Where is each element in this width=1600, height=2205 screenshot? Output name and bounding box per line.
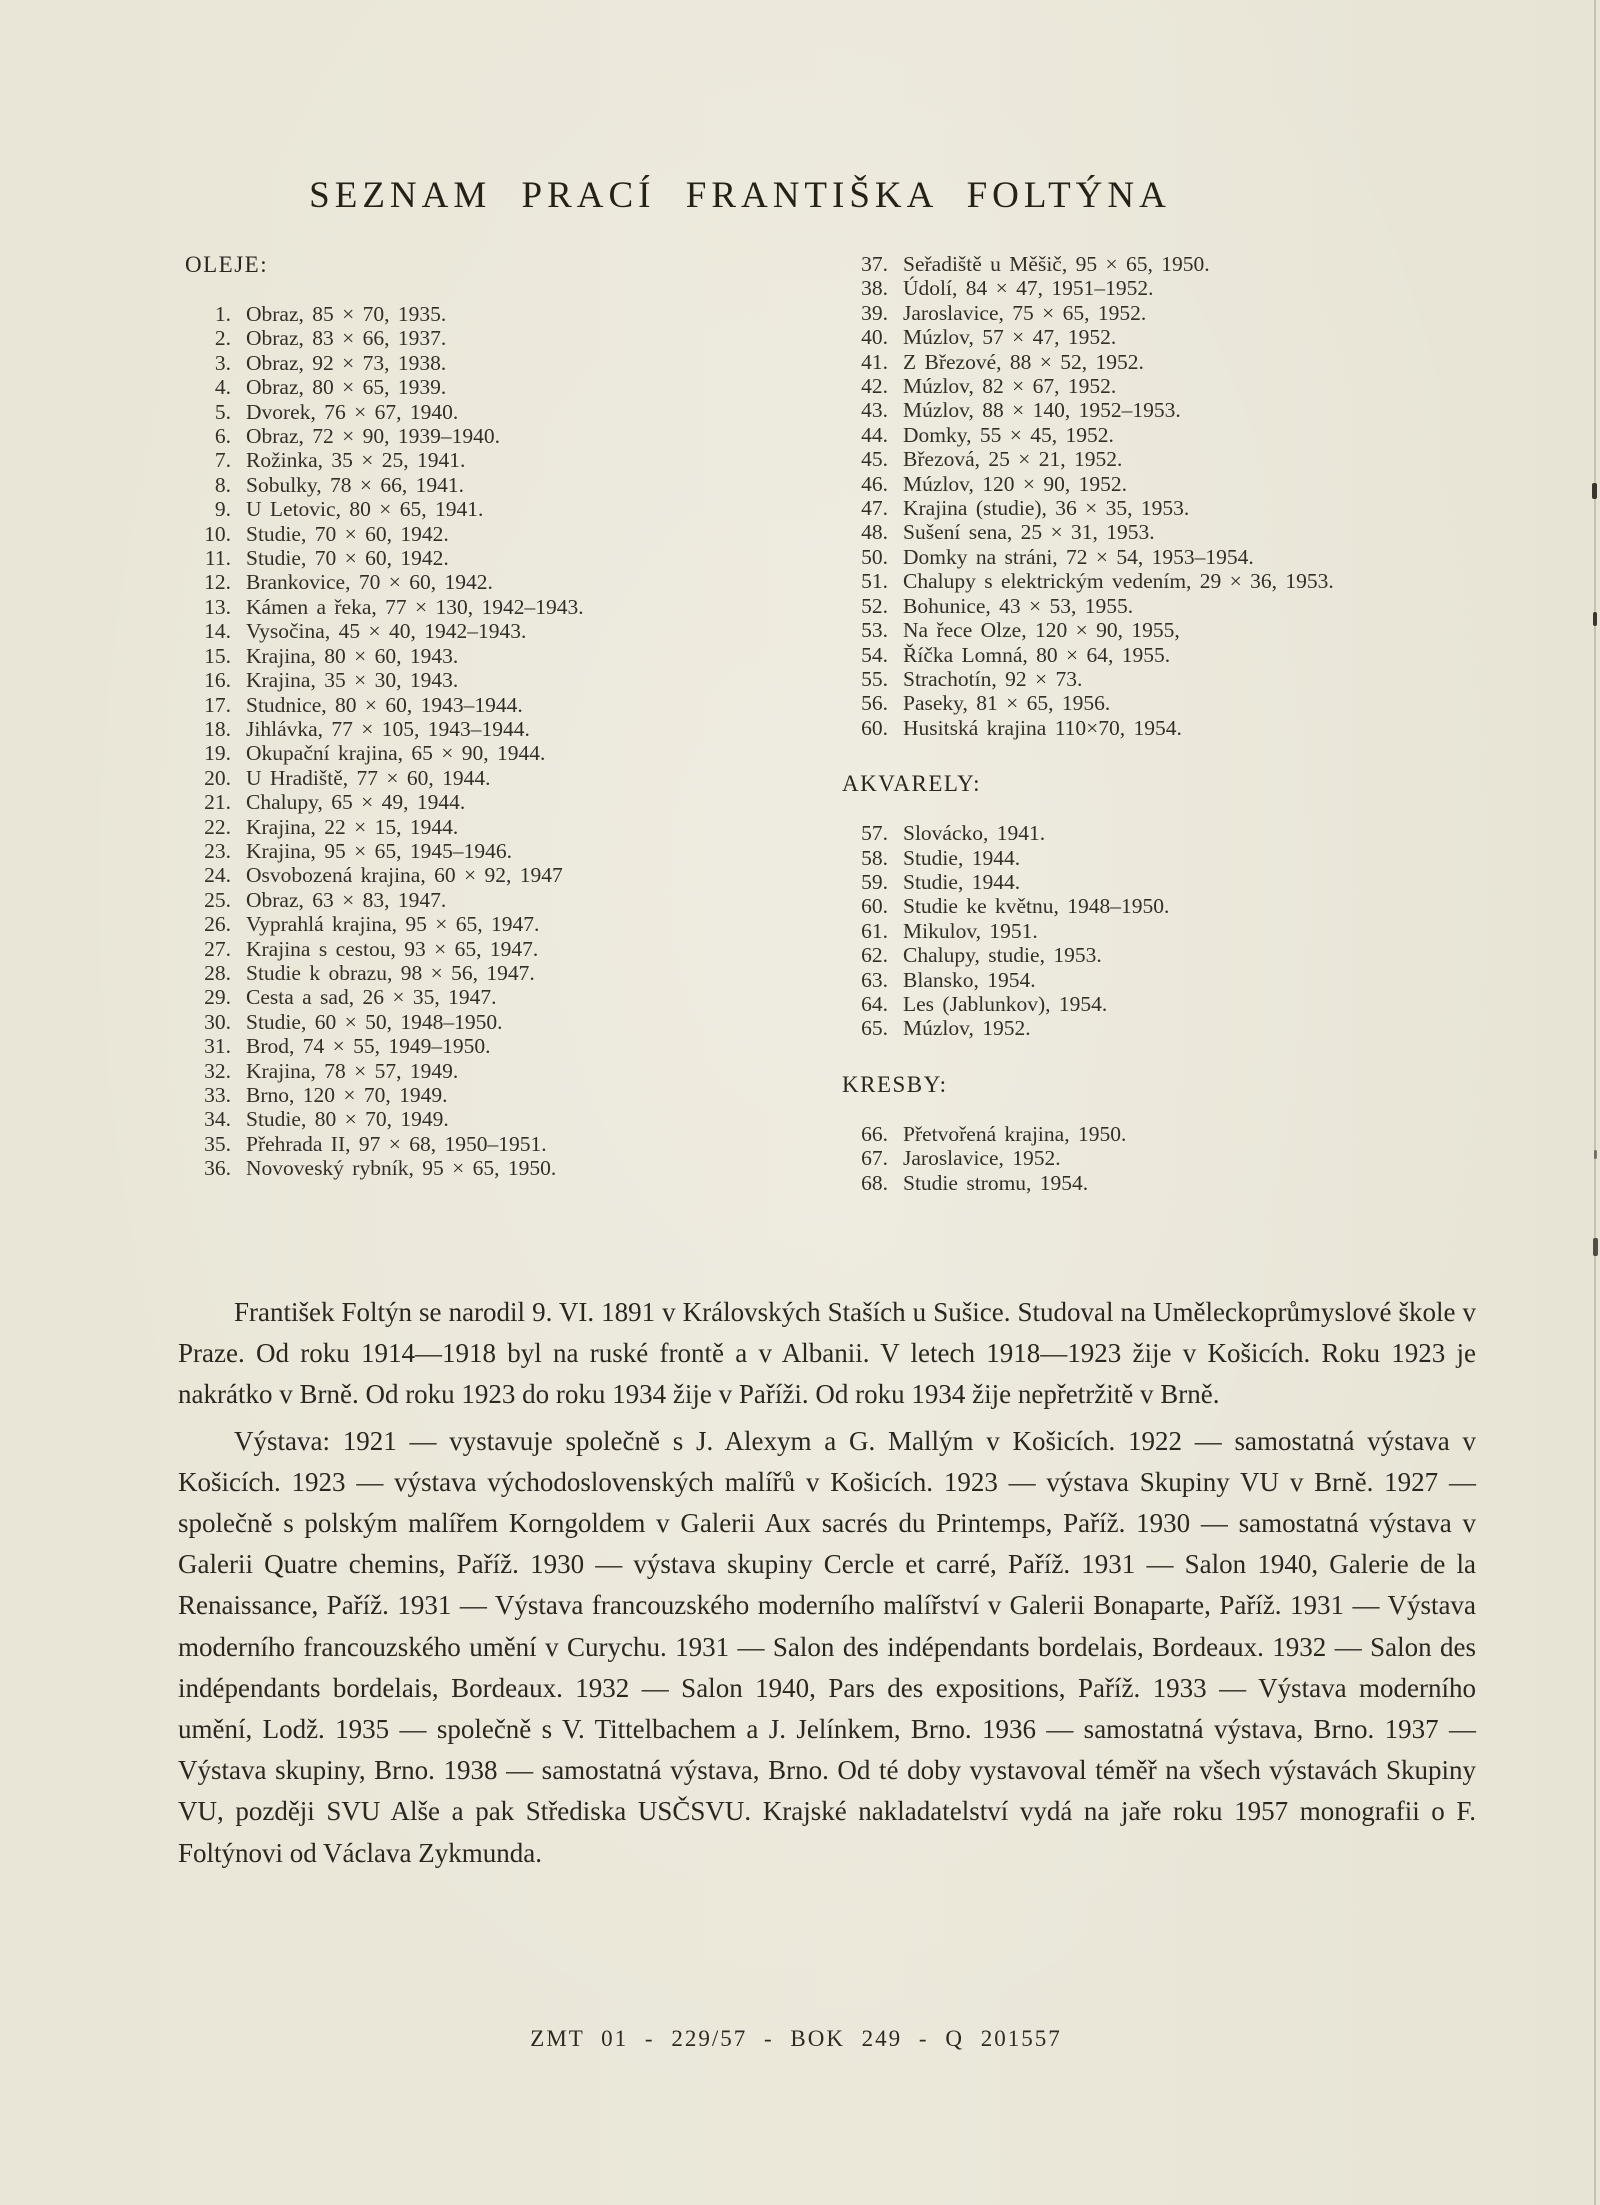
work-item-text: Brod, 74 × 55, 1949–1950. bbox=[246, 1034, 491, 1059]
work-item bbox=[185, 1010, 815, 1034]
work-item-number: 32. bbox=[204, 1058, 231, 1083]
work-item-number: 53. bbox=[861, 618, 888, 643]
work-item-text: Brankovice, 70 × 60, 1942. bbox=[246, 570, 493, 595]
work-item-text: Přetvořená krajina, 1950. bbox=[903, 1121, 1127, 1146]
work-item-number: 41. bbox=[861, 349, 888, 374]
work-item-text: Obraz, 85 × 70, 1935. bbox=[246, 302, 447, 326]
work-item bbox=[842, 252, 1482, 276]
work-item bbox=[185, 570, 815, 594]
work-item-number: 50. bbox=[861, 544, 888, 569]
work-item-number: 19. bbox=[204, 741, 231, 766]
work-item-number: 26. bbox=[204, 912, 231, 937]
work-item-text: Husitská krajina 110×70, 1954. bbox=[903, 715, 1182, 740]
work-item-text: Říčka Lomná, 80 × 64, 1955. bbox=[903, 642, 1171, 667]
work-item-text: Krajina (studie), 36 × 35, 1953. bbox=[903, 496, 1190, 521]
work-item-number: 39. bbox=[861, 300, 888, 325]
work-item-number: 24. bbox=[204, 863, 231, 888]
work-item-text: Paseky, 81 × 65, 1956. bbox=[903, 691, 1111, 716]
work-item-number: 43. bbox=[861, 398, 888, 423]
work-item-number: 8. bbox=[214, 472, 231, 497]
work-item-text: Chalupy s elektrickým vedením, 29 × 36, 1953. bbox=[903, 569, 1334, 594]
work-item-text: U Hradiště, 77 × 60, 1944. bbox=[246, 765, 491, 790]
work-item bbox=[185, 522, 815, 546]
work-item-number: 31. bbox=[204, 1034, 231, 1059]
work-item-number: 46. bbox=[861, 471, 888, 496]
work-item bbox=[842, 1171, 1482, 1195]
work-item bbox=[842, 520, 1482, 544]
page-title: SEZNAM PRACÍ FRANTIŠKA FOLTÝNA bbox=[309, 175, 1171, 216]
work-item bbox=[185, 473, 815, 497]
work-item-number: 4. bbox=[214, 375, 231, 400]
work-item bbox=[842, 691, 1482, 715]
work-item-text: Strachotín, 92 × 73. bbox=[903, 666, 1083, 691]
work-item-number: 13. bbox=[204, 594, 231, 619]
work-item-number: 63. bbox=[861, 967, 888, 992]
work-item-number: 59. bbox=[861, 869, 888, 894]
work-item-number: 3. bbox=[214, 350, 231, 375]
work-item-text: Brno, 120 × 70, 1949. bbox=[246, 1083, 448, 1107]
work-item bbox=[185, 937, 815, 961]
work-item-text: Krajina, 95 × 65, 1945–1946. bbox=[246, 838, 512, 863]
work-item bbox=[842, 301, 1482, 325]
work-item-text: Domky, 55 × 45, 1952. bbox=[903, 422, 1114, 447]
scan-speck bbox=[1594, 1150, 1597, 1159]
oleje-list-part2 bbox=[842, 252, 1482, 740]
work-item-text: Mikulov, 1951. bbox=[903, 918, 1038, 943]
work-item-text: Rožinka, 35 × 25, 1941. bbox=[246, 448, 466, 473]
work-item bbox=[185, 595, 815, 619]
work-item-number: 60. bbox=[861, 894, 888, 919]
section-label-akvarely: AKVARELY: bbox=[842, 771, 982, 797]
work-item bbox=[185, 863, 815, 887]
work-item bbox=[842, 325, 1482, 349]
work-item bbox=[842, 398, 1482, 422]
work-item bbox=[842, 716, 1482, 740]
work-item-number: 9. bbox=[214, 497, 231, 522]
work-item bbox=[842, 1146, 1482, 1170]
work-item-number: 30. bbox=[204, 1009, 231, 1034]
work-item bbox=[185, 839, 815, 863]
work-item-text: Studie ke květnu, 1948–1950. bbox=[903, 894, 1170, 919]
work-item bbox=[185, 985, 815, 1009]
work-item-text: Múzlov, 1952. bbox=[903, 1016, 1031, 1041]
work-item-number: 22. bbox=[204, 814, 231, 839]
print-code: ZMT 01 - 229/57 - BOK 249 - Q 201557 bbox=[530, 2026, 1062, 2051]
work-item bbox=[842, 667, 1482, 691]
work-item-number: 35. bbox=[204, 1131, 231, 1156]
work-item bbox=[185, 619, 815, 643]
work-item-number: 58. bbox=[861, 845, 888, 870]
work-item bbox=[842, 276, 1482, 300]
work-item-text: Jaroslavice, 1952. bbox=[903, 1146, 1061, 1171]
work-item-text: Slovácko, 1941. bbox=[903, 821, 1046, 846]
scan-edge-artifact bbox=[1594, 0, 1596, 2205]
work-item-text: Studie stromu, 1954. bbox=[903, 1170, 1089, 1195]
work-item bbox=[185, 644, 815, 668]
work-item-number: 61. bbox=[861, 918, 888, 943]
work-item-text: Obraz, 83 × 66, 1937. bbox=[246, 326, 447, 351]
work-item bbox=[185, 326, 815, 350]
work-item-text: Vyprahlá krajina, 95 × 65, 1947. bbox=[246, 912, 540, 937]
work-item-number: 14. bbox=[204, 619, 231, 644]
work-item-number: 64. bbox=[861, 991, 888, 1016]
kresby-list bbox=[842, 1122, 1482, 1195]
work-item-text: U Letovic, 80 × 65, 1941. bbox=[246, 497, 484, 522]
work-item-number: 36. bbox=[204, 1156, 231, 1181]
work-item-number: 51. bbox=[861, 569, 888, 594]
work-item bbox=[842, 472, 1482, 496]
work-item-text: Studie, 1944. bbox=[903, 869, 1021, 894]
work-item bbox=[185, 1059, 815, 1083]
work-item bbox=[185, 497, 815, 521]
work-item-text: Múzlov, 82 × 67, 1952. bbox=[903, 374, 1117, 399]
work-item bbox=[842, 545, 1482, 569]
work-item-number: 68. bbox=[861, 1170, 888, 1195]
work-item-text: Cesta a sad, 26 × 35, 1947. bbox=[246, 985, 497, 1010]
scan-speck bbox=[1593, 612, 1597, 626]
work-item-text: Blansko, 1954. bbox=[903, 967, 1036, 992]
work-item-number: 38. bbox=[861, 276, 888, 301]
work-item-number: 45. bbox=[861, 447, 888, 472]
work-item-number: 29. bbox=[204, 985, 231, 1010]
work-item bbox=[842, 846, 1482, 870]
work-item-number: 37. bbox=[861, 252, 888, 276]
work-item-text: Osvobozená krajina, 60 × 92, 1947 bbox=[246, 863, 563, 888]
work-item-number: 62. bbox=[861, 943, 888, 968]
work-item bbox=[842, 870, 1482, 894]
work-item-number: 33. bbox=[204, 1083, 231, 1107]
catalog-column-left bbox=[185, 252, 815, 1181]
work-item-number: 1. bbox=[214, 302, 231, 326]
work-item bbox=[842, 992, 1482, 1016]
work-item-text: Okupační krajina, 65 × 90, 1944. bbox=[246, 741, 546, 766]
work-item-text: Studie, 80 × 70, 1949. bbox=[246, 1107, 449, 1132]
work-item-text: Studie, 60 × 50, 1948–1950. bbox=[246, 1009, 503, 1034]
work-item-text: Údolí, 84 × 47, 1951–1952. bbox=[903, 276, 1154, 301]
work-item-text: Chalupy, studie, 1953. bbox=[903, 943, 1102, 968]
work-item bbox=[185, 302, 815, 326]
work-item bbox=[185, 1107, 815, 1131]
work-item-text: Obraz, 80 × 65, 1939. bbox=[246, 375, 447, 400]
work-item-text: Březová, 25 × 21, 1952. bbox=[903, 447, 1123, 472]
work-item-number: 55. bbox=[861, 666, 888, 691]
work-item bbox=[842, 423, 1482, 447]
work-item bbox=[185, 912, 815, 936]
work-item-text: Domky na stráni, 72 × 54, 1953–1954. bbox=[903, 544, 1254, 569]
work-item-text: Krajina, 35 × 30, 1943. bbox=[246, 668, 459, 693]
work-item-number: 48. bbox=[861, 520, 888, 545]
work-item-text: Sobulky, 78 × 66, 1941. bbox=[246, 472, 465, 497]
work-item bbox=[185, 888, 815, 912]
work-item-number: 27. bbox=[204, 936, 231, 961]
work-item-text: Obraz, 72 × 90, 1939–1940. bbox=[246, 424, 501, 449]
work-item-text: Chalupy, 65 × 49, 1944. bbox=[246, 790, 466, 815]
work-item bbox=[842, 919, 1482, 943]
work-item-number: 16. bbox=[204, 668, 231, 693]
work-item-text: Les (Jablunkov), 1954. bbox=[903, 991, 1108, 1016]
work-item-number: 7. bbox=[214, 448, 231, 473]
work-item-number: 65. bbox=[861, 1016, 888, 1041]
work-item-text: Z Březové, 88 × 52, 1952. bbox=[903, 349, 1144, 374]
work-item-number: 34. bbox=[204, 1107, 231, 1132]
work-item bbox=[842, 1122, 1482, 1146]
work-item-text: Múzlov, 57 × 47, 1952. bbox=[903, 325, 1117, 350]
work-item bbox=[185, 961, 815, 985]
work-item-number: 23. bbox=[204, 838, 231, 863]
work-item-text: Kámen a řeka, 77 × 130, 1942–1943. bbox=[246, 594, 584, 619]
work-item bbox=[185, 815, 815, 839]
work-item-number: 66. bbox=[861, 1121, 888, 1146]
work-item-text: Novoveský rybník, 95 × 65, 1950. bbox=[246, 1156, 557, 1181]
work-item bbox=[185, 741, 815, 765]
work-item-text: Krajina, 80 × 60, 1943. bbox=[246, 643, 459, 668]
work-item-text: Krajina, 78 × 57, 1949. bbox=[246, 1058, 459, 1083]
work-item bbox=[185, 1132, 815, 1156]
work-item-text: Krajina s cestou, 93 × 65, 1947. bbox=[246, 936, 539, 961]
work-item bbox=[842, 618, 1482, 642]
work-item-number: 44. bbox=[861, 422, 888, 447]
work-item bbox=[842, 569, 1482, 593]
work-item-number: 47. bbox=[861, 496, 888, 521]
work-item bbox=[842, 821, 1482, 845]
biography-paragraph-1: František Foltýn se narodil 9. VI. 1891 v Královských Staších u Sušice. Studoval na Uměleckoprůmyslové škole v Praze. Od roku 1914—1918 byl na ruské frontě a v Albanii. V letech 1918—1923 žije v Košicích. Roku 1923 je nakrátko v Brně. Od roku 1923 do roku 1934 žije v Paříži. Od roku 1934 žije nepřetržitě v Brně. bbox=[178, 1297, 1476, 1410]
work-item-text: Seřadiště u Měšič, 95 × 65, 1950. bbox=[903, 252, 1210, 276]
work-item bbox=[185, 766, 815, 790]
work-item-text: Vysočina, 45 × 40, 1942–1943. bbox=[246, 619, 527, 644]
work-item-text: Sušení sena, 25 × 31, 1953. bbox=[903, 520, 1155, 545]
biography bbox=[178, 1292, 1476, 1874]
section-label-kresby: KRESBY: bbox=[842, 1071, 948, 1097]
work-item-number: 40. bbox=[861, 325, 888, 350]
work-item-text: Jihlávka, 77 × 105, 1943–1944. bbox=[246, 716, 530, 741]
work-item bbox=[842, 968, 1482, 992]
biography-paragraph-2: Výstava: 1921 — vystavuje společně s J. Alexym a G. Mallým v Košicích. 1922 — samostatná výstava v Košicích. 1923 — výstava východoslovenských malířů v Košicích. 1923 — výstava Skupiny VU v Brně. 1927 — společně s polským malířem Korngoldem v Galerii Aux sacrés du Printemps, Paříž. 1930 — samostatná výstava v Galerii Quatre chemins, Paříž. 1930 — výstava skupiny Cercle et carré, Paříž. 1931 — Salon 1940, Galerie de la Renaissance, Paříž. 1931 — Výstava francouzského moderního malířství v Galerii Bonaparte, Paříž. 1931 — Výstava moderního francouzského umění v Curychu. 1931 — Salon des indépendants bordelais, Bordeaux. 1932 — Salon des indépendants bordelais, Bordeaux. 1932 — Salon 1940, Pars des expositions, Paříž. 1933 — Výstava moderního umění, Lodž. 1935 — společně s V. Tittelbachem a J. Jelínkem, Brno. 1936 — samostatná výstava, Brno. 1937 — Výstava skupiny, Brno. 1938 — samostatná výstava, Brno. Od té doby vystavoval téměř na všech výstavách Skupiny VU, později SVU Alše a pak Střediska USČSVU. Krajské nakladatelství vydá na jaře roku 1957 monografii o F. Foltýnovi od Václava Zykmunda. bbox=[178, 1425, 1476, 1868]
work-item-text: Obraz, 92 × 73, 1938. bbox=[246, 350, 447, 375]
work-item-text: Studnice, 80 × 60, 1943–1944. bbox=[246, 692, 523, 717]
oleje-list-part1 bbox=[185, 302, 815, 1181]
work-item-text: Jaroslavice, 75 × 65, 1952. bbox=[903, 300, 1147, 325]
scan-speck bbox=[1593, 1238, 1598, 1256]
work-item bbox=[185, 790, 815, 814]
work-item-number: 12. bbox=[204, 570, 231, 595]
work-item bbox=[842, 943, 1482, 967]
work-item bbox=[842, 1016, 1482, 1040]
catalog-column-right bbox=[842, 252, 1482, 1195]
work-item bbox=[185, 424, 815, 448]
work-item-text: Studie k obrazu, 98 × 56, 1947. bbox=[246, 960, 535, 985]
work-item-number: 6. bbox=[214, 424, 231, 449]
work-item-number: 67. bbox=[861, 1146, 888, 1171]
work-item-text: Studie, 1944. bbox=[903, 845, 1021, 870]
work-item bbox=[185, 375, 815, 399]
work-item-number: 2. bbox=[214, 326, 231, 351]
work-item-text: Bohunice, 43 × 53, 1955. bbox=[903, 593, 1134, 618]
work-item-text: Studie, 70 × 60, 1942. bbox=[246, 521, 449, 546]
work-item-number: 21. bbox=[204, 790, 231, 815]
work-item-number: 15. bbox=[204, 643, 231, 668]
work-item bbox=[842, 894, 1482, 918]
work-item bbox=[842, 350, 1482, 374]
work-item-text: Múzlov, 120 × 90, 1952. bbox=[903, 471, 1127, 496]
work-item-number: 42. bbox=[861, 374, 888, 399]
work-item-number: 20. bbox=[204, 765, 231, 790]
akvarely-list bbox=[842, 821, 1482, 1041]
work-item bbox=[185, 400, 815, 424]
work-item-number: 17. bbox=[204, 692, 231, 717]
work-item bbox=[842, 447, 1482, 471]
work-item-number: 5. bbox=[214, 399, 231, 424]
work-item-number: 52. bbox=[861, 593, 888, 618]
work-item bbox=[842, 496, 1482, 520]
work-item bbox=[185, 668, 815, 692]
work-item bbox=[185, 546, 815, 570]
work-item-text: Obraz, 63 × 83, 1947. bbox=[246, 887, 447, 912]
section-label-oleje: OLEJE: bbox=[185, 252, 269, 277]
work-item bbox=[185, 448, 815, 472]
work-item bbox=[842, 594, 1482, 618]
work-item-number: 54. bbox=[861, 642, 888, 667]
work-item-text: Přehrada II, 97 × 68, 1950–1951. bbox=[246, 1131, 547, 1156]
work-item-number: 25. bbox=[204, 887, 231, 912]
work-item-number: 57. bbox=[861, 821, 888, 846]
work-item-number: 60. bbox=[861, 715, 888, 740]
work-item-text: Na řece Olze, 120 × 90, 1955, bbox=[903, 618, 1180, 643]
work-item-number: 11. bbox=[204, 546, 231, 571]
work-item bbox=[185, 1083, 815, 1107]
work-item-number: 10. bbox=[204, 521, 231, 546]
work-item-text: Múzlov, 88 × 140, 1952–1953. bbox=[903, 398, 1181, 423]
work-item bbox=[185, 693, 815, 717]
work-item bbox=[185, 1156, 815, 1180]
work-item-number: 18. bbox=[204, 716, 231, 741]
work-item bbox=[185, 351, 815, 375]
scan-speck bbox=[1592, 483, 1597, 499]
work-item-text: Krajina, 22 × 15, 1944. bbox=[246, 814, 459, 839]
work-item bbox=[842, 374, 1482, 398]
work-item-number: 56. bbox=[861, 691, 888, 716]
work-item-text: Studie, 70 × 60, 1942. bbox=[246, 546, 449, 571]
work-item bbox=[185, 717, 815, 741]
work-item bbox=[185, 1034, 815, 1058]
work-item bbox=[842, 643, 1482, 667]
work-item-text: Dvorek, 76 × 67, 1940. bbox=[246, 399, 459, 424]
work-item-number: 28. bbox=[204, 960, 231, 985]
